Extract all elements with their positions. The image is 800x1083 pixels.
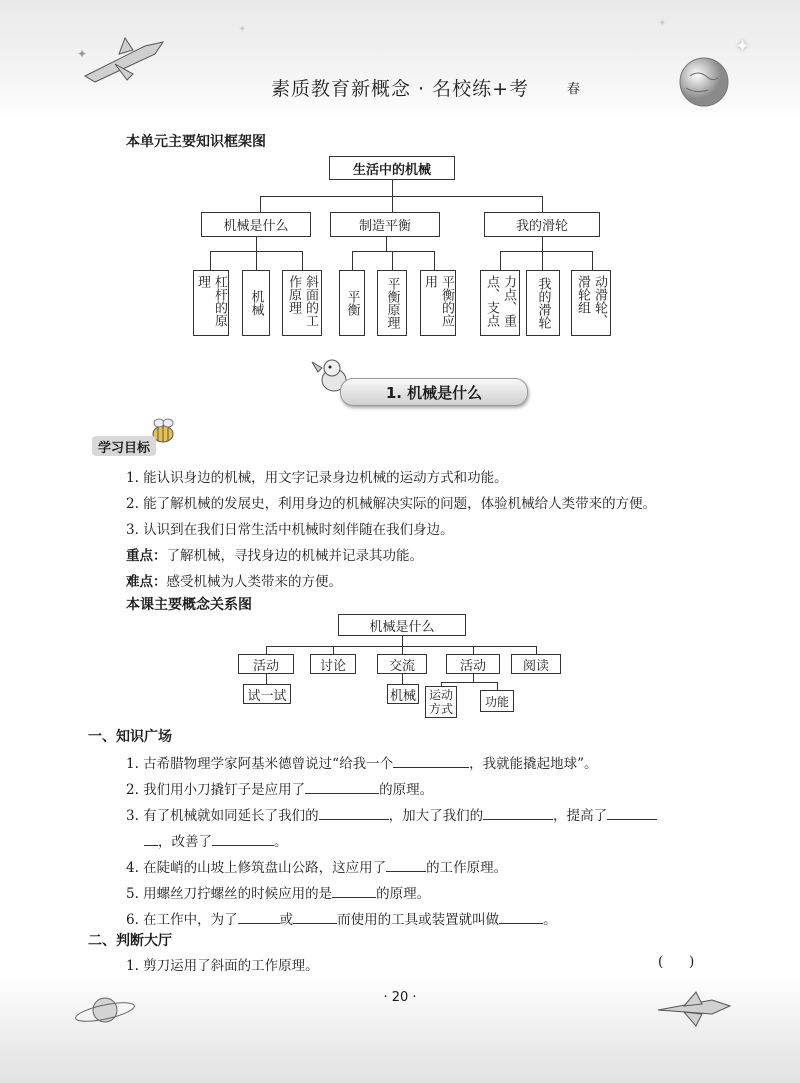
connector <box>500 251 501 271</box>
difficult-point-text: 感受机械为人类带来的方便。 <box>166 574 342 590</box>
connector <box>392 196 393 212</box>
connector <box>542 237 543 251</box>
concept-try: 试一试 <box>243 684 291 704</box>
connector <box>473 646 474 654</box>
connector <box>266 646 267 654</box>
connector <box>473 674 474 682</box>
connector <box>266 674 267 684</box>
svg-text:✦: ✦ <box>77 47 88 61</box>
space-shuttle-icon <box>654 986 734 1030</box>
leaf-pulley-group: 动滑轮、滑轮组 <box>571 270 611 336</box>
answer-blank[interactable] <box>332 883 376 898</box>
question-1-3-cont <box>144 830 288 850</box>
q6-text-b: 或 <box>279 912 294 928</box>
goal-item-3: 3. 认识到在我们日常生活中机械时刻伴随在我们身边。 <box>126 522 454 538</box>
connector <box>210 251 211 271</box>
connector <box>352 251 434 252</box>
header-title: 素质教育新概念 · 名校练+考 <box>270 78 530 100</box>
concept-heading: 本课主要概念关系图 <box>126 597 252 613</box>
connector <box>402 636 403 646</box>
concept-discussion: 讨论 <box>310 654 356 674</box>
connector <box>260 196 261 212</box>
answer-blank[interactable] <box>393 753 469 768</box>
page-number: · 20 · <box>383 990 417 1005</box>
q3-text-a: 3. 有了机械就如同延长了我们的 <box>126 808 319 824</box>
question-1-2 <box>126 778 433 798</box>
ringed-planet-icon <box>70 990 140 1030</box>
concept-activity-1: 活动 <box>238 654 294 674</box>
concept-function: 功能 <box>480 690 514 712</box>
q3-text-d: ，改善了 <box>158 834 212 850</box>
branch-machine: 机械是什么 <box>201 212 311 237</box>
q2-text-b: 的原理。 <box>379 782 434 798</box>
question-1-6 <box>126 908 557 928</box>
answer-parentheses[interactable]: ( ) <box>658 954 695 970</box>
connector <box>256 237 257 251</box>
season-label: 春 <box>567 82 581 97</box>
connector <box>260 196 542 197</box>
question-1-1 <box>126 752 597 772</box>
framework-root: 生活中的机械 <box>329 156 455 180</box>
key-point-text: 了解机械，寻找身边的机械并记录其功能。 <box>166 548 423 564</box>
concept-reading: 阅读 <box>511 654 561 674</box>
connector <box>542 196 543 212</box>
connector <box>266 646 536 647</box>
concept-motion: 运动方式 <box>425 686 457 718</box>
concept-exchange: 交流 <box>377 654 427 674</box>
leaf-lever: 杠杆的原理 <box>193 270 229 336</box>
answer-blank[interactable] <box>305 779 379 794</box>
leaf-balance-principle: 平衡原理 <box>377 270 407 336</box>
q6-text-d: 。 <box>543 912 557 928</box>
q1-text-a: 1. 古希腊物理学家阿基米德曾说过“给我一个 <box>126 756 394 772</box>
difficult-point-label: 难点： <box>126 574 167 590</box>
concept-activity-2: 活动 <box>446 654 500 674</box>
connector <box>256 251 257 271</box>
section1-title: 一、知识广场 <box>88 729 172 745</box>
lesson-title: 1. 机械是什么 <box>340 378 528 406</box>
key-point <box>126 544 423 564</box>
leaf-points: 力点、重点、支点 <box>480 270 520 336</box>
connector <box>302 251 303 271</box>
connector <box>333 646 334 654</box>
q6-text-c: 而使用的工具或装置就叫做 <box>337 912 500 928</box>
leaf-my-pulley: 我的滑轮 <box>526 270 560 336</box>
q5-text-b: 的原理。 <box>376 886 431 902</box>
connector <box>500 251 592 252</box>
concept-root: 机械是什么 <box>338 614 466 636</box>
answer-blank[interactable] <box>607 805 657 820</box>
q3-text-b: ，加大了我们的 <box>388 808 484 824</box>
leaf-balance-use: 平衡的应用 <box>420 270 456 336</box>
judge-question-1: 1. 剪刀运用了斜面的工作原理。 <box>126 958 319 974</box>
answer-blank[interactable] <box>144 831 158 846</box>
q2-text-a: 2. 我们用小刀撬钉子是应用了 <box>126 782 306 798</box>
leaf-incline: 斜面的工作原理 <box>282 270 322 336</box>
connector <box>352 251 353 271</box>
q4-text-a: 4. 在陡峭的山坡上修筑盘山公路，这应用了 <box>126 860 387 876</box>
connector <box>386 237 387 251</box>
star-icon: ✦ <box>658 18 667 29</box>
connector <box>536 646 537 654</box>
goal-item-2: 2. 能了解机械的发展史，利用身边的机械解决实际的问题，体验机械给人类带来的方便。 <box>126 496 657 512</box>
connector <box>441 682 497 683</box>
section2-title: 二、判断大厅 <box>88 933 172 949</box>
key-point-label: 重点： <box>126 548 167 564</box>
connector <box>392 180 393 196</box>
goals-tag: 学习目标 <box>92 436 156 456</box>
answer-blank[interactable] <box>319 805 389 820</box>
answer-blank[interactable] <box>238 909 280 924</box>
star-icon: ✦ <box>735 36 751 57</box>
q3-text-c: ，提高了 <box>553 808 608 824</box>
question-1-3 <box>126 804 657 824</box>
difficult-point <box>126 570 342 590</box>
answer-blank[interactable] <box>386 857 426 872</box>
answer-blank[interactable] <box>483 805 553 820</box>
q3-text-e: 。 <box>274 834 288 850</box>
connector <box>434 251 435 271</box>
branch-pulley: 我的滑轮 <box>484 212 600 237</box>
answer-blank[interactable] <box>212 831 274 846</box>
concept-machine: 机械 <box>387 684 419 704</box>
q5-text-a: 5. 用螺丝刀拧螺丝的时候应用的是 <box>126 886 333 902</box>
star-icon: ✦ <box>238 24 247 35</box>
leaf-balance: 平衡 <box>339 270 365 336</box>
question-1-5 <box>126 882 430 902</box>
connector <box>497 682 498 690</box>
answer-blank[interactable] <box>499 909 543 924</box>
goal-item-1: 1. 能认识身边的机械，用文字记录身边机械的运动方式和功能。 <box>126 470 508 486</box>
q1-text-b: ，我就能撬起地球”。 <box>469 756 598 772</box>
leaf-machine: 机械 <box>242 270 270 336</box>
framework-heading: 本单元主要知识框架图 <box>126 134 266 150</box>
q6-text-a: 6. 在工作中，为了 <box>126 912 238 928</box>
branch-balance: 制造平衡 <box>330 212 440 237</box>
connector <box>392 251 393 271</box>
question-1-4 <box>126 856 507 876</box>
connector <box>402 646 403 654</box>
connector <box>592 251 593 271</box>
answer-blank[interactable] <box>293 909 337 924</box>
q4-text-b: 的工作原理。 <box>426 860 508 876</box>
connector <box>402 674 403 684</box>
connector <box>542 251 543 271</box>
